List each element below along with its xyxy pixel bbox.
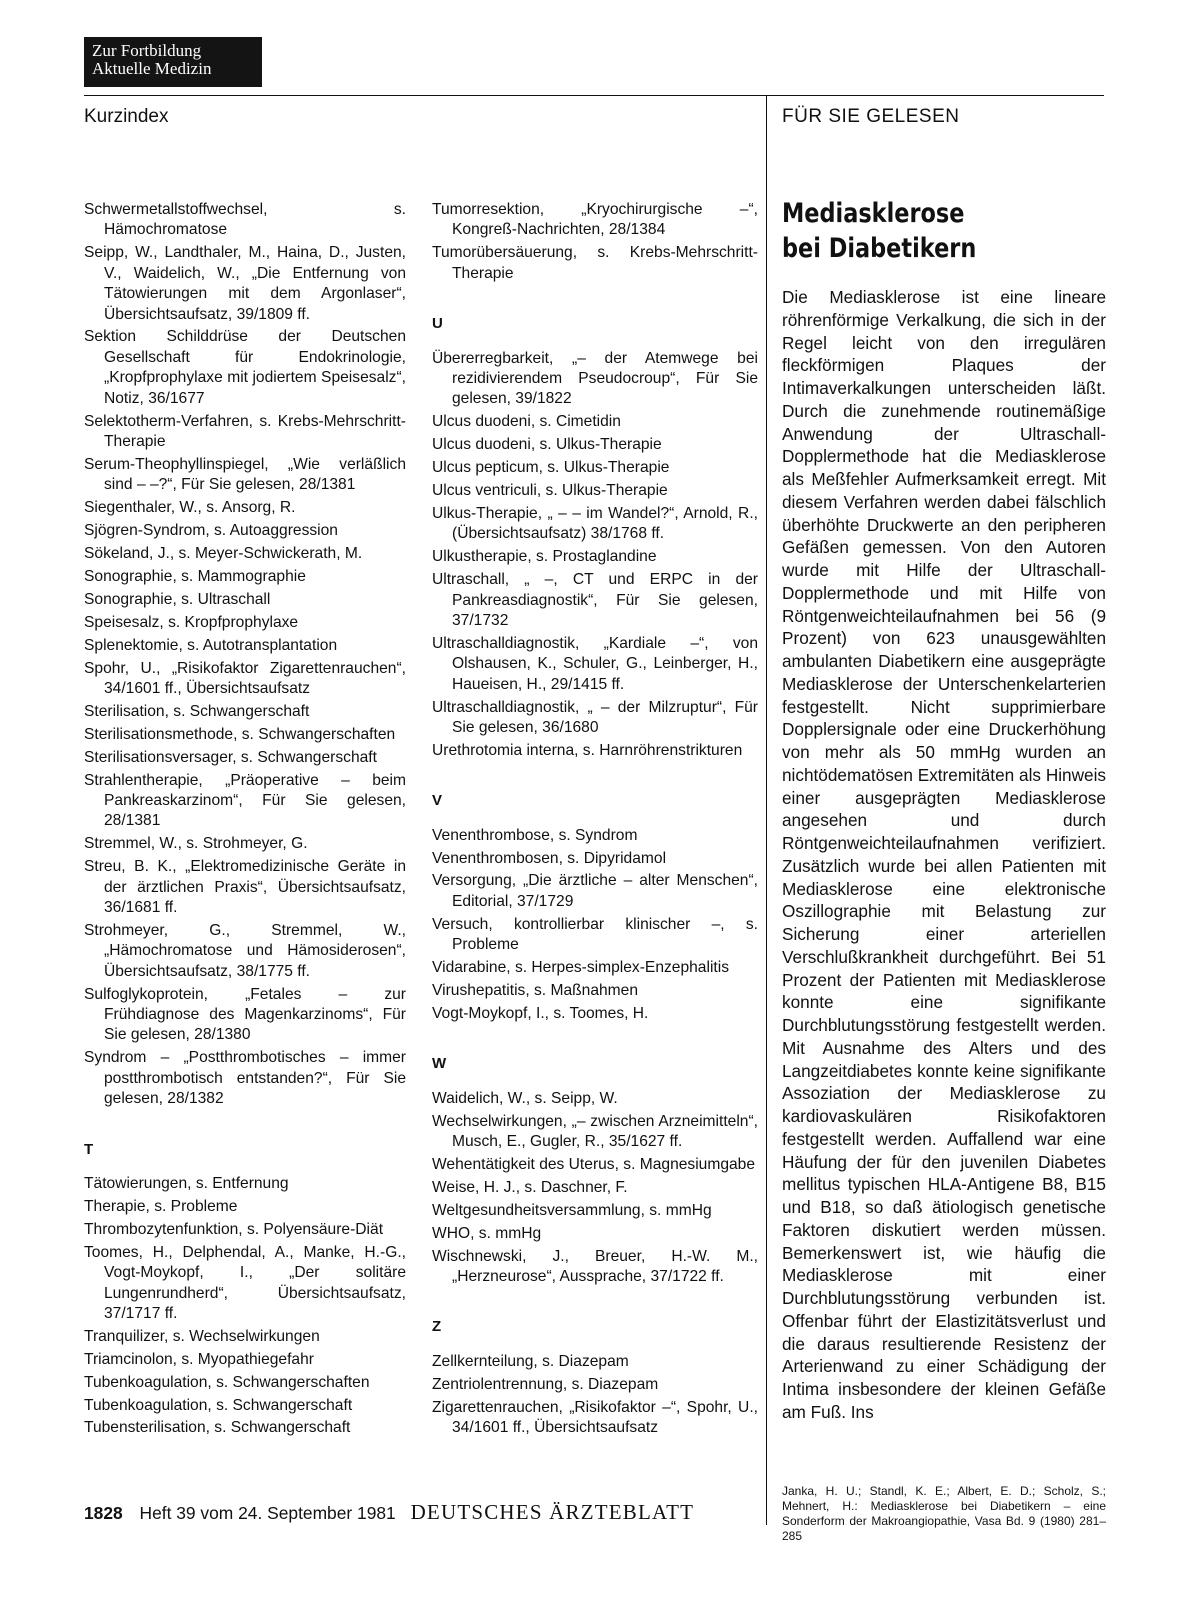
index-entry: Zentriolentrennung, s. Diazepam: [432, 1375, 659, 1393]
index-entry: Sonographie, s. Ultraschall: [84, 590, 271, 608]
index-entry: Sonographie, s. Mammographie: [84, 567, 306, 585]
index-letter-heading: Z: [432, 1318, 442, 1336]
page-footer: [84, 1500, 694, 1525]
section-title-left: Kurzindex: [84, 106, 169, 127]
index-entry: Siegenthaler, W., s. Ansorg, R.: [84, 499, 296, 517]
article-reference: Janka, H. U.; Standl, K. E.; Albert, E. D.; Scholz, S.; Mehnert, H.: Mediasklerose bei Diabetikern – eine Sonderform der Makroangiopathie, Vasa Bd. 9 (1980) 281–285: [782, 1484, 1106, 1543]
index-entry: Wischnewski, J., Breuer, H.-W. M., „Herzneurose“, Aussprache, 37/1722 ff.: [432, 1247, 758, 1285]
index-entry: Ultraschalldiagnostik, „Kardiale –“, von Olshausen, K., Schuler, G., Leinberger, H., Haueisen, H., 29/1415 ff.: [432, 634, 758, 693]
index-entry: Triamcinolon, s. Myopathiegefahr: [84, 1350, 314, 1368]
badge-line-2: Aktuelle Medizin: [92, 59, 212, 78]
index-entry: Versorgung, „Die ärztliche – alter Menschen“, Editorial, 37/1729: [432, 872, 758, 910]
index-entry: Venenthrombosen, s. Dipyridamol: [432, 849, 667, 867]
index-column-2: [432, 200, 758, 1441]
index-entry: Ultraschalldiagnostik, „ – der Milzruptur“, Für Sie gelesen, 36/1680: [432, 698, 758, 736]
article-body: Die Mediasklerose ist eine lineare röhrenförmige Verkalkung, die sich in der Regel leicht von den irregulären fleckförmigen Plaques der Intimaverkalkungen unterscheiden läßt. Durch die zunehmende routinemäßige Anwendung der Ultraschall-Dopplermethode hat die Mediasklerose als Meßfehler Aufmerksamkeit erregt. Mit diesem Verfahren werden dabei fälschlich überhöhte Druckwerte an den peripheren Gefäßen gemessen. Von den Autoren wurde mit Hilfe der Ultraschall-Dopplermethode und mit Hilfe von Röntgenweichteilaufnahmen bei 56 (9 Prozent) von 623 unausgewählten ambulanten Diabetikern eine ausgeprägte Mediasklerose der Unterschenkelarterien festgestellt. Nicht supprimierbare Dopplersignale oder eine Druckerhöhung von mehr als 50 mmHg wurden an nichtödematösen Extremitäten als Hinweis einer ausgeprägten Mediasklerose angesehen und durch Röntgenweichteilaufnahmen verifiziert. Zusätzlich wurde bei allen Patienten mit Mediasklerose eine elektronische Oszillographie mit Belastung zur Sicherung einer arteriellen Verschlußkrankheit durchgeführt. Bei 51 Prozent der Patienten mit Mediasklerose konnte eine signifikante Durchblutungsstörung festgestellt werden. Mit Ausnahme des Alters und des Langzeitdiabetes konnte keine signifikante Assoziation der Mediasklerose zu kardiovaskulären Risikofaktoren festgestellt werden. Auffallend war eine Häufung der für den juvenilen Diabetes mellitus typischen HLA-Antigene B8, B15 und B18, so daß ätiologisch genetische Faktoren diskutiert werden müssen. Bemerkenswert ist, wie häufig die Mediasklerose mit einer Durchblutungsstörung verbunden ist. Offenbar führt der Elastizitätsverlust und die daraus resultierende Resistenz der Arterienwand zu einer Schädigung der Intima insbesondere der kleinen Gefäße am Fuß. Ins: [782, 287, 1106, 1422]
header-rule: [84, 95, 1104, 96]
index-entry: Tubensterilisation, s. Schwangerschaft: [84, 1419, 351, 1437]
index-letter-heading: U: [432, 315, 443, 333]
index-entry: Strahlentherapie, „Präoperative – beim Pankreaskarzinom“, Für Sie gelesen, 28/1381: [84, 771, 406, 830]
index-entry: Ulcus pepticum, s. Ulkus-Therapie: [432, 459, 670, 477]
index-letter-heading: T: [84, 1140, 94, 1158]
index-entry: Vidarabine, s. Herpes-simplex-Enzephalitis: [432, 959, 729, 977]
index-entry: Speisesalz, s. Kropfprophylaxe: [84, 613, 299, 631]
index-entry: Weise, H. J., s. Daschner, F.: [432, 1178, 628, 1196]
index-entry: Streu, B. K., „Elektromedizinische Geräte in der ärztlichen Praxis“, Übersichtsaufsatz, 36/1681 ff.: [84, 858, 406, 916]
index-entry: Tubenkoagulation, s. Schwangerschaften: [84, 1373, 370, 1391]
index-entry: Sökeland, J., s. Meyer-Schwickerath, M.: [84, 545, 363, 562]
index-entry: Toomes, H., Delphendal, A., Manke, H.-G., Vogt-Moykopf, I., „Der solitäre Lungenrundherd“, Übersichtsaufsatz, 37/1717 ff.: [84, 1243, 406, 1322]
badge-line-1: Zur Fortbildung: [92, 41, 202, 60]
index-entry: Sterilisationsmethode, s. Schwangerschaften: [84, 725, 396, 743]
article-title-line-1: Mediasklerose: [782, 198, 965, 229]
index-entry: Stremmel, W., s. Strohmeyer, G.: [84, 835, 308, 853]
index-entry: Sulfoglykoprotein, „Fetales – zur Frühdiagnose des Magenkarzinoms“, Für Sie gelesen, 28/1380: [84, 985, 406, 1044]
issue-info: Heft 39 vom 24. September 1981: [139, 1503, 396, 1523]
index-entry: Ulkus-Therapie, „ – – im Wandel?“, Arnold, R., (Übersichtsaufsatz) 38/1768 ff.: [432, 504, 758, 543]
index-entry: Thrombozytenfunktion, s. Polyensäure-Diät: [84, 1220, 384, 1238]
index-entry: Weltgesundheitsversammlung, s. mmHg: [432, 1201, 712, 1219]
index-entry: Therapie, s. Probleme: [84, 1197, 238, 1215]
index-entry: Virushepatitis, s. Maßnahmen: [432, 982, 638, 999]
index-entry: Splenektomie, s. Autotransplantation: [84, 636, 338, 654]
index-entry: Seipp, W., Landthaler, M., Haina, D., Justen, V., Waidelich, W., „Die Entfernung von Tätowierungen mit dem Argonlaser“, Übersichtsaufsatz, 39/1809 ff.: [84, 244, 406, 323]
index-entry: Wechselwirkungen, „– zwischen Arzneimitteln“, Musch, E., Gugler, R., 35/1627 ff.: [432, 1112, 758, 1151]
index-entry: Tumorübersäuerung, s. Krebs-Mehrschritt-Therapie: [432, 244, 758, 282]
index-letter-heading: V: [432, 792, 443, 810]
index-entry: Selektotherm-Verfahren, s. Krebs-Mehrschritt-Therapie: [84, 412, 406, 450]
index-entry: Ulcus duodeni, s. Ulkus-Therapie: [432, 436, 662, 454]
index-entry: Tätowierungen, s. Entfernung: [84, 1174, 289, 1192]
page-number: 1828: [84, 1503, 123, 1523]
index-entry: Waidelich, W., s. Seipp, W.: [432, 1089, 618, 1107]
index-entry: Tranquilizer, s. Wechselwirkungen: [84, 1327, 320, 1345]
journal-name: DEUTSCHES ÄRZTEBLATT: [410, 1500, 695, 1524]
index-entry: Ulcus ventriculi, s. Ulkus-Therapie: [432, 481, 668, 499]
index-entry: Übererregbarkeit, „– der Atemwege bei rezidivierendem Pseudocroup“, Für Sie gelesen, 39/1822: [432, 349, 758, 408]
index-entry: Ultraschall, „ –, CT und ERPC in der Pankreasdiagnostik“, Für Sie gelesen, 37/1732: [432, 571, 758, 629]
index-entry: Tumorresektion, „Kryochirurgische –“, Kongreß-Nachrichten, 28/1384: [432, 201, 758, 239]
index-entry: Serum-Theophyllinspiegel, „Wie verläßlich sind – –?“, Für Sie gelesen, 28/1381: [84, 455, 406, 494]
index-entry: Wehentätigkeit des Uterus, s. Magnesiumgabe: [432, 1155, 756, 1173]
index-entry: Sterilisationsversager, s. Schwangerschaft: [84, 748, 377, 766]
index-entry: Sterilisation, s. Schwangerschaft: [84, 702, 310, 720]
section-title-right: FÜR SIE GELESEN: [782, 106, 960, 127]
index-entry: Sjögren-Syndrom, s. Autoaggression: [84, 522, 338, 540]
index-entry: Ulkustherapie, s. Prostaglandine: [432, 548, 657, 566]
index-entry: Spohr, U., „Risikofaktor Zigarettenrauchen“, 34/1601 ff., Übersichtsaufsatz: [84, 659, 406, 697]
article-title-line-2: bei Diabetikern: [782, 233, 977, 264]
index-entry: Vogt-Moykopf, I., s. Toomes, H.: [432, 1004, 649, 1022]
index-entry: Zellkernteilung, s. Diazepam: [432, 1352, 629, 1370]
index-letter-heading: W: [432, 1055, 447, 1073]
index-entry: Syndrom – „Postthrombotisches – immer postthrombotisch entstanden?“, Für Sie gelesen, 28/1382: [84, 1049, 406, 1108]
index-entry: WHO, s. mmHg: [432, 1224, 542, 1242]
index-entry: Schwermetallstoffwechsel, s. Hämochromatose: [84, 201, 406, 239]
index-entry: Sektion Schilddrüse der Deutschen Gesellschaft für Endokrinologie, „Kropfprophylaxe mit jodiertem Speisesalz“, Notiz, 36/1677: [84, 328, 406, 407]
index-entry: Urethrotomia interna, s. Harnröhrenstrikturen: [432, 741, 743, 759]
index-entry: Zigarettenrauchen, „Risikofaktor –“, Spohr, U., 34/1601 ff., Übersichtsaufsatz: [432, 1398, 758, 1436]
article-title: [782, 196, 976, 266]
index-entry: Strohmeyer, G., Stremmel, W., „Hämochromatose und Hämosiderosen“, Übersichtsaufsatz, 38/1775 ff.: [84, 921, 406, 980]
column-divider: [766, 95, 767, 1525]
index-entry: Tubenkoagulation, s. Schwangerschaft: [84, 1396, 353, 1414]
index-entry: Versuch, kontrollierbar klinischer –, s. Probleme: [432, 915, 758, 954]
index-column-1: [84, 200, 406, 1441]
index-entry: Ulcus duodeni, s. Cimetidin: [432, 413, 621, 431]
section-badge: [84, 37, 262, 87]
index-entry: Venenthrombose, s. Syndrom: [432, 826, 638, 844]
